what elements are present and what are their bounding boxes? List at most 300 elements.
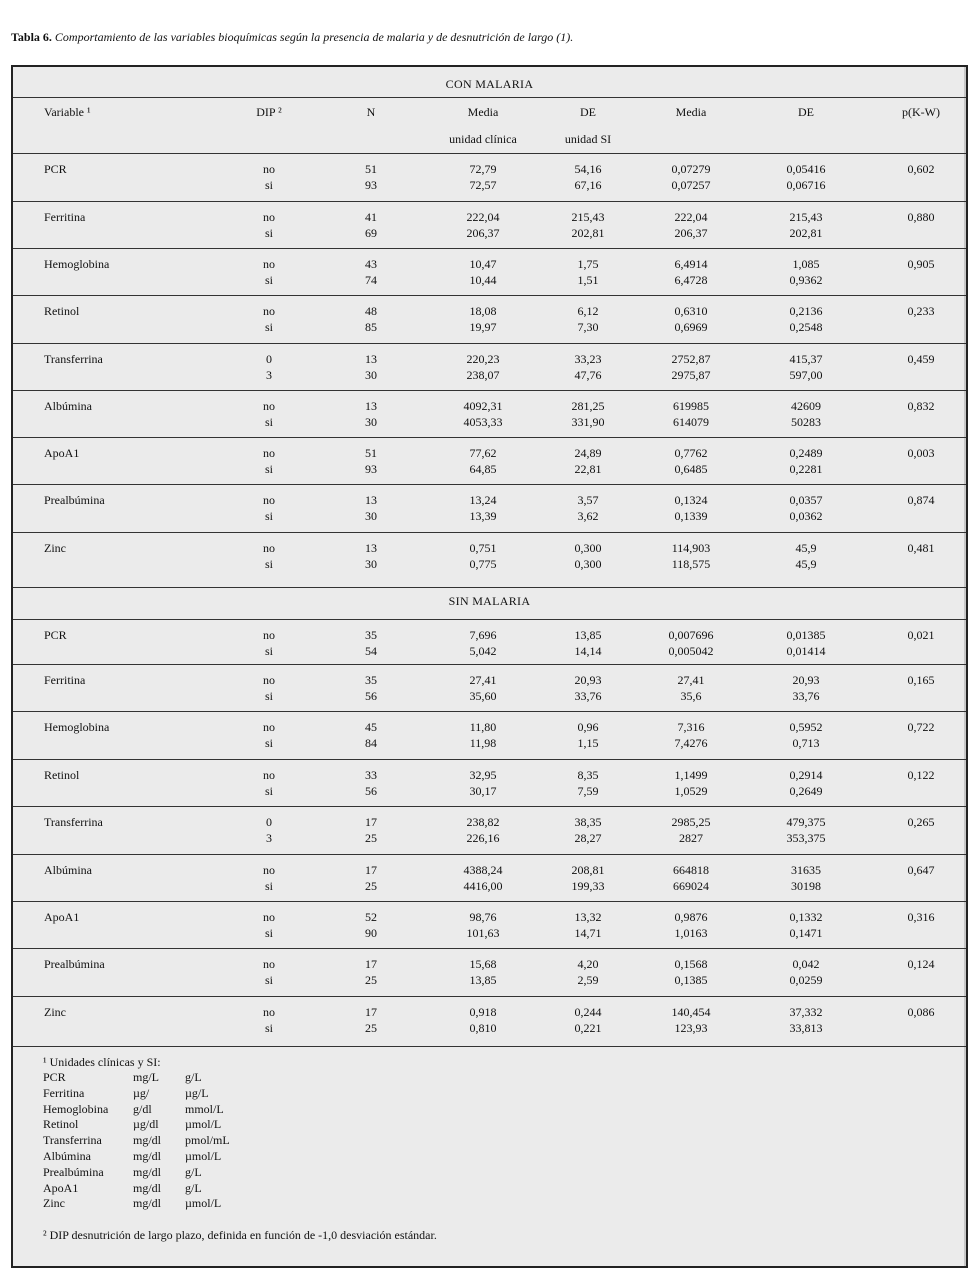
dip-value: si bbox=[264, 644, 274, 658]
media-clinica-value: 13,39 bbox=[469, 509, 497, 523]
variable-name: PCR bbox=[44, 628, 67, 642]
unit-variable: Zinc bbox=[43, 1196, 65, 1211]
n-value: 13 bbox=[365, 399, 377, 413]
unit-clinical: mg/dl bbox=[133, 1180, 162, 1195]
dip-value: no bbox=[263, 162, 275, 176]
header-bottom-line bbox=[13, 153, 966, 154]
media-clinica-value: 35,60 bbox=[469, 689, 497, 703]
dip-footnote: ² DIP desnutrición de largo plazo, definida en función de -1,0 desviación estándar. bbox=[43, 1228, 437, 1243]
row-divider bbox=[13, 343, 966, 344]
header-top-line bbox=[13, 97, 966, 98]
de-clinica-value: 208,81 bbox=[571, 863, 605, 877]
de-clinica-value: 14,14 bbox=[574, 644, 602, 658]
dip-value: no bbox=[263, 673, 275, 687]
media-si-value: 0,07279 bbox=[671, 162, 711, 176]
media-clinica-value: 15,68 bbox=[469, 957, 497, 971]
p-value: 0,122 bbox=[907, 768, 935, 782]
p-value: 0,880 bbox=[907, 210, 935, 224]
n-value: 13 bbox=[365, 493, 377, 507]
media-si-value: 118,575 bbox=[671, 557, 711, 571]
de-si-value: 597,00 bbox=[789, 368, 823, 382]
de-clinica-value: 38,35 bbox=[574, 815, 602, 829]
n-value: 51 bbox=[365, 162, 377, 176]
row-divider bbox=[13, 437, 966, 438]
p-value: 0,647 bbox=[907, 863, 935, 877]
variable-name: Prealbúmina bbox=[44, 493, 105, 507]
n-value: 17 bbox=[365, 957, 377, 971]
n-value: 30 bbox=[365, 368, 377, 382]
unit-clinical: mg/dl bbox=[133, 1164, 162, 1179]
header-unidad-clinica: unidad clínica bbox=[449, 132, 517, 146]
row-divider bbox=[13, 948, 966, 949]
dip-value: no bbox=[263, 493, 275, 507]
p-value: 0,124 bbox=[907, 957, 935, 971]
de-clinica-value: 0,300 bbox=[574, 557, 602, 571]
dip-value: si bbox=[264, 320, 274, 334]
unit-clinical: mg/dl bbox=[133, 1196, 162, 1211]
de-clinica-value: 7,30 bbox=[577, 320, 599, 334]
variable-name: Zinc bbox=[44, 541, 66, 555]
de-si-value: 0,0259 bbox=[789, 973, 823, 987]
row-divider bbox=[13, 759, 966, 760]
de-si-value: 0,1332 bbox=[789, 910, 823, 924]
media-si-value: 35,6 bbox=[680, 689, 702, 703]
row-divider bbox=[13, 996, 966, 997]
dip-value: no bbox=[263, 257, 275, 271]
de-si-value: 33,813 bbox=[789, 1021, 823, 1035]
media-clinica-value: 30,17 bbox=[469, 784, 497, 798]
header-n: N bbox=[366, 105, 376, 119]
row-divider bbox=[13, 901, 966, 902]
media-clinica-value: 10,47 bbox=[469, 257, 497, 271]
de-clinica-value: 13,85 bbox=[574, 628, 602, 642]
p-value: 0,265 bbox=[907, 815, 935, 829]
de-si-value: 0,0362 bbox=[789, 509, 823, 523]
de-clinica-value: 22,81 bbox=[574, 462, 602, 476]
dip-value: si bbox=[264, 1021, 274, 1035]
media-si-value: 664818 bbox=[673, 863, 709, 877]
row-divider bbox=[13, 532, 966, 533]
section-divider bbox=[13, 619, 966, 620]
row-divider bbox=[13, 806, 966, 807]
n-value: 90 bbox=[365, 926, 377, 940]
de-clinica-value: 1,51 bbox=[577, 273, 599, 287]
dip-value: no bbox=[263, 910, 275, 924]
media-clinica-value: 13,85 bbox=[469, 973, 497, 987]
header-media-si: Media bbox=[675, 105, 707, 119]
variable-name: ApoA1 bbox=[44, 446, 80, 460]
row-divider bbox=[13, 248, 966, 249]
row-divider bbox=[13, 484, 966, 485]
media-clinica-value: 64,85 bbox=[469, 462, 497, 476]
de-clinica-value: 0,96 bbox=[577, 720, 599, 734]
de-clinica-value: 202,81 bbox=[571, 226, 605, 240]
de-si-value: 0,713 bbox=[792, 736, 820, 750]
p-value: 0,459 bbox=[907, 352, 935, 366]
de-si-value: 415,37 bbox=[789, 352, 823, 366]
n-value: 54 bbox=[365, 644, 377, 658]
variable-name: Transferrina bbox=[44, 352, 103, 366]
n-value: 13 bbox=[365, 541, 377, 555]
n-value: 30 bbox=[365, 509, 377, 523]
n-value: 74 bbox=[365, 273, 377, 287]
de-clinica-value: 7,59 bbox=[577, 784, 599, 798]
unit-variable: PCR bbox=[43, 1070, 66, 1084]
data-table bbox=[11, 65, 968, 1268]
dip-value: si bbox=[264, 973, 274, 987]
dip-value: si bbox=[264, 178, 274, 192]
de-clinica-value: 3,57 bbox=[577, 493, 599, 507]
p-value: 0,003 bbox=[907, 446, 935, 460]
dip-value: si bbox=[264, 689, 274, 703]
de-si-value: 1,085 bbox=[792, 257, 820, 271]
de-si-value: 0,2489 bbox=[789, 446, 823, 460]
unit-si: g/L bbox=[185, 1180, 202, 1195]
media-clinica-value: 27,41 bbox=[469, 673, 497, 687]
p-value: 0,481 bbox=[907, 541, 935, 555]
media-clinica-value: 4388,24 bbox=[463, 863, 503, 877]
media-si-value: 7,4276 bbox=[674, 736, 708, 750]
media-si-value: 1,0529 bbox=[674, 784, 708, 798]
variable-name: ApoA1 bbox=[44, 910, 80, 924]
unit-si: µmol/L bbox=[185, 1117, 222, 1132]
unit-clinical: µg/dl bbox=[133, 1117, 159, 1132]
dip-value: no bbox=[263, 628, 275, 642]
unit-variable: Ferritina bbox=[43, 1085, 85, 1100]
n-value: 25 bbox=[365, 879, 377, 893]
n-value: 35 bbox=[365, 628, 377, 642]
n-value: 41 bbox=[365, 210, 377, 224]
media-si-value: 140,454 bbox=[671, 1005, 711, 1019]
de-si-value: 0,0357 bbox=[789, 493, 823, 507]
row-divider bbox=[13, 1046, 966, 1047]
n-value: 93 bbox=[365, 462, 377, 476]
p-value: 0,316 bbox=[907, 910, 935, 924]
dip-value: no bbox=[263, 1005, 275, 1019]
header-dip: DIP ² bbox=[256, 105, 282, 119]
de-si-value: 0,06716 bbox=[786, 178, 826, 192]
frame-edge bbox=[964, 67, 966, 1266]
media-si-value: 0,1324 bbox=[674, 493, 708, 507]
media-si-value: 222,04 bbox=[674, 210, 708, 224]
header-unidad-si: unidad SI bbox=[564, 132, 612, 146]
de-clinica-value: 0,300 bbox=[574, 541, 602, 555]
p-value: 0,905 bbox=[907, 257, 935, 271]
de-si-value: 0,05416 bbox=[786, 162, 826, 176]
de-clinica-value: 215,43 bbox=[571, 210, 605, 224]
n-value: 25 bbox=[365, 973, 377, 987]
dip-value: no bbox=[263, 210, 275, 224]
p-value: 0,832 bbox=[907, 399, 935, 413]
de-si-value: 0,2914 bbox=[789, 768, 823, 782]
de-clinica-value: 47,76 bbox=[574, 368, 602, 382]
de-si-value: 45,9 bbox=[795, 557, 817, 571]
de-clinica-value: 281,25 bbox=[571, 399, 605, 413]
media-clinica-value: 226,16 bbox=[466, 831, 500, 845]
n-value: 56 bbox=[365, 784, 377, 798]
n-value: 30 bbox=[365, 415, 377, 429]
media-clinica-value: 13,24 bbox=[469, 493, 497, 507]
media-si-value: 0,9876 bbox=[674, 910, 708, 924]
media-clinica-value: 0,775 bbox=[469, 557, 497, 571]
unit-si: mmol/L bbox=[185, 1101, 224, 1116]
dip-value: 3 bbox=[266, 368, 272, 382]
media-si-value: 114,903 bbox=[671, 541, 711, 555]
de-si-value: 37,332 bbox=[789, 1005, 823, 1019]
de-clinica-value: 2,59 bbox=[577, 973, 599, 987]
unit-clinical: mg/L bbox=[133, 1070, 159, 1084]
n-value: 85 bbox=[365, 320, 377, 334]
n-value: 56 bbox=[365, 689, 377, 703]
de-clinica-value: 1,15 bbox=[577, 736, 599, 750]
unit-clinical: mg/dl bbox=[133, 1149, 162, 1163]
unit-clinical: mg/dl bbox=[133, 1133, 162, 1148]
n-value: 17 bbox=[365, 815, 377, 829]
n-value: 25 bbox=[365, 1021, 377, 1035]
dip-value: no bbox=[263, 957, 275, 971]
header-de-si: DE bbox=[798, 105, 814, 119]
media-si-value: 0,7762 bbox=[674, 446, 708, 460]
variable-name: Albúmina bbox=[44, 399, 92, 413]
media-si-value: 6,4914 bbox=[674, 257, 708, 271]
de-clinica-value: 33,76 bbox=[574, 689, 602, 703]
media-si-value: 206,37 bbox=[674, 226, 708, 240]
dip-value: no bbox=[263, 399, 275, 413]
dip-value: si bbox=[264, 415, 274, 429]
media-clinica-value: 4416,00 bbox=[463, 879, 503, 893]
de-si-value: 42609 bbox=[791, 399, 821, 413]
caption-label: Tabla 6. bbox=[11, 30, 52, 44]
header-variable: Variable ¹ bbox=[44, 105, 91, 119]
de-si-value: 33,76 bbox=[792, 689, 820, 703]
unit-si: g/L bbox=[185, 1070, 202, 1084]
unit-variable: Albúmina bbox=[43, 1149, 91, 1163]
media-clinica-value: 7,696 bbox=[469, 628, 497, 642]
de-si-value: 202,81 bbox=[789, 226, 823, 240]
media-si-value: 619985 bbox=[673, 399, 709, 413]
dip-value: no bbox=[263, 720, 275, 734]
p-value: 0,874 bbox=[907, 493, 935, 507]
n-value: 93 bbox=[365, 178, 377, 192]
unit-si: µmol/L bbox=[185, 1196, 222, 1211]
media-clinica-value: 72,79 bbox=[469, 162, 497, 176]
dip-value: 3 bbox=[266, 831, 272, 845]
variable-name: PCR bbox=[44, 162, 67, 176]
dip-value: no bbox=[263, 446, 275, 460]
media-clinica-value: 10,44 bbox=[469, 273, 497, 287]
de-si-value: 50283 bbox=[791, 415, 821, 429]
row-divider bbox=[13, 390, 966, 391]
media-clinica-value: 222,04 bbox=[466, 210, 500, 224]
media-si-value: 0,005042 bbox=[668, 644, 714, 658]
media-si-value: 27,41 bbox=[677, 673, 705, 687]
n-value: 25 bbox=[365, 831, 377, 845]
n-value: 33 bbox=[365, 768, 377, 782]
p-value: 0,021 bbox=[907, 628, 935, 642]
n-value: 17 bbox=[365, 863, 377, 877]
dip-value: si bbox=[264, 736, 274, 750]
de-clinica-value: 4,20 bbox=[577, 957, 599, 971]
header-de-clinica: DE bbox=[580, 105, 596, 119]
media-si-value: 123,93 bbox=[674, 1021, 708, 1035]
n-value: 13 bbox=[365, 352, 377, 366]
dip-value: no bbox=[263, 768, 275, 782]
p-value: 0,602 bbox=[907, 162, 935, 176]
de-si-value: 353,375 bbox=[786, 831, 826, 845]
media-si-value: 669024 bbox=[673, 879, 709, 893]
dip-value: si bbox=[264, 273, 274, 287]
de-clinica-value: 67,16 bbox=[574, 178, 602, 192]
media-clinica-value: 77,62 bbox=[469, 446, 497, 460]
n-value: 51 bbox=[365, 446, 377, 460]
de-clinica-value: 0,221 bbox=[574, 1021, 602, 1035]
variable-name: Hemoglobina bbox=[44, 720, 110, 734]
header-media-clinica: Media bbox=[467, 105, 499, 119]
row-divider bbox=[13, 295, 966, 296]
dip-value: no bbox=[263, 863, 275, 877]
media-si-value: 7,316 bbox=[677, 720, 705, 734]
media-si-value: 0,6310 bbox=[674, 304, 708, 318]
row-divider bbox=[13, 854, 966, 855]
media-si-value: 2827 bbox=[679, 831, 703, 845]
n-value: 43 bbox=[365, 257, 377, 271]
unit-variable: Prealbúmina bbox=[43, 1164, 104, 1179]
de-clinica-value: 1,75 bbox=[577, 257, 599, 271]
unit-si: pmol/mL bbox=[185, 1133, 230, 1148]
de-clinica-value: 331,90 bbox=[571, 415, 605, 429]
de-clinica-value: 3,62 bbox=[577, 509, 599, 523]
de-si-value: 0,2548 bbox=[789, 320, 823, 334]
media-si-value: 2985,25 bbox=[671, 815, 711, 829]
de-si-value: 0,2281 bbox=[789, 462, 823, 476]
de-clinica-value: 20,93 bbox=[574, 673, 602, 687]
media-si-value: 0,07257 bbox=[671, 178, 711, 192]
p-value: 0,165 bbox=[907, 673, 935, 687]
variable-name: Transferrina bbox=[44, 815, 103, 829]
media-si-value: 0,6485 bbox=[674, 462, 708, 476]
dip-value: si bbox=[264, 557, 274, 571]
dip-value: si bbox=[264, 226, 274, 240]
media-clinica-value: 238,07 bbox=[466, 368, 500, 382]
de-si-value: 479,375 bbox=[786, 815, 826, 829]
n-value: 69 bbox=[365, 226, 377, 240]
variable-name: Retinol bbox=[44, 768, 80, 782]
de-si-value: 0,01385 bbox=[786, 628, 826, 642]
de-si-value: 0,2649 bbox=[789, 784, 823, 798]
n-value: 48 bbox=[365, 304, 377, 318]
de-clinica-value: 13,32 bbox=[574, 910, 602, 924]
media-clinica-value: 11,98 bbox=[469, 736, 497, 750]
row-divider bbox=[13, 664, 966, 665]
dip-value: si bbox=[264, 784, 274, 798]
unit-si: g/L bbox=[185, 1164, 202, 1179]
variable-name: Zinc bbox=[44, 1005, 66, 1019]
dip-value: si bbox=[264, 926, 274, 940]
n-value: 30 bbox=[365, 557, 377, 571]
n-value: 52 bbox=[365, 910, 377, 924]
de-si-value: 0,9362 bbox=[789, 273, 823, 287]
variable-name: Retinol bbox=[44, 304, 80, 318]
media-clinica-value: 238,82 bbox=[466, 815, 500, 829]
de-clinica-value: 199,33 bbox=[571, 879, 605, 893]
media-si-value: 1,1499 bbox=[674, 768, 708, 782]
de-clinica-value: 33,23 bbox=[574, 352, 602, 366]
de-si-value: 215,43 bbox=[789, 210, 823, 224]
dip-value: si bbox=[264, 879, 274, 893]
de-si-value: 0,1471 bbox=[789, 926, 823, 940]
unit-clinical: µg/ bbox=[133, 1085, 150, 1100]
media-si-value: 0,1385 bbox=[674, 973, 708, 987]
de-si-value: 0,5952 bbox=[789, 720, 823, 734]
dip-value: 0 bbox=[266, 352, 272, 366]
media-clinica-value: 0,918 bbox=[469, 1005, 497, 1019]
dip-value: no bbox=[263, 541, 275, 555]
caption-text: Comportamiento de las variables bioquímicas según la presencia de malaria y de desnutrición de largo (1). bbox=[54, 30, 574, 44]
unit-variable: Transferrina bbox=[43, 1133, 102, 1148]
de-clinica-value: 28,27 bbox=[574, 831, 602, 845]
media-si-value: 0,6969 bbox=[674, 320, 708, 334]
media-clinica-value: 98,76 bbox=[469, 910, 497, 924]
de-si-value: 0,042 bbox=[792, 957, 820, 971]
media-clinica-value: 101,63 bbox=[466, 926, 500, 940]
p-value: 0,233 bbox=[907, 304, 935, 318]
de-si-value: 0,01414 bbox=[786, 644, 826, 658]
row-divider bbox=[13, 711, 966, 712]
media-si-value: 1,0163 bbox=[674, 926, 708, 940]
media-si-value: 2752,87 bbox=[671, 352, 711, 366]
dip-value: no bbox=[263, 304, 275, 318]
media-clinica-value: 18,08 bbox=[469, 304, 497, 318]
unit-si: µg/L bbox=[185, 1085, 209, 1100]
media-clinica-value: 5,042 bbox=[469, 644, 497, 658]
row-divider bbox=[13, 587, 966, 588]
de-si-value: 31635 bbox=[791, 863, 821, 877]
dip-value: 0 bbox=[266, 815, 272, 829]
p-value: 0,086 bbox=[907, 1005, 935, 1019]
media-clinica-value: 32,95 bbox=[469, 768, 497, 782]
media-clinica-value: 220,23 bbox=[466, 352, 500, 366]
units-footnote-title: ¹ Unidades clínicas y SI: bbox=[43, 1055, 161, 1069]
de-si-value: 0,2136 bbox=[789, 304, 823, 318]
unit-variable: ApoA1 bbox=[43, 1180, 79, 1195]
media-si-value: 614079 bbox=[673, 415, 709, 429]
de-clinica-value: 0,244 bbox=[574, 1005, 602, 1019]
section-title-sin-malaria: SIN MALARIA bbox=[448, 594, 531, 608]
unit-variable: Hemoglobina bbox=[43, 1101, 109, 1116]
de-si-value: 30198 bbox=[791, 879, 821, 893]
de-si-value: 20,93 bbox=[792, 673, 820, 687]
de-clinica-value: 24,89 bbox=[574, 446, 602, 460]
unit-si: µmol/L bbox=[185, 1149, 222, 1163]
media-si-value: 2975,87 bbox=[671, 368, 711, 382]
media-clinica-value: 19,97 bbox=[469, 320, 497, 334]
row-divider bbox=[13, 201, 966, 202]
variable-name: Albúmina bbox=[44, 863, 92, 877]
de-clinica-value: 6,12 bbox=[577, 304, 599, 318]
n-value: 45 bbox=[365, 720, 377, 734]
media-clinica-value: 72,57 bbox=[469, 178, 497, 192]
de-clinica-value: 8,35 bbox=[577, 768, 599, 782]
media-clinica-value: 4092,31 bbox=[463, 399, 503, 413]
variable-name: Hemoglobina bbox=[44, 257, 110, 271]
media-si-value: 0,1339 bbox=[674, 509, 708, 523]
variable-name: Ferritina bbox=[44, 673, 86, 687]
header-p-kw: p(K-W) bbox=[902, 105, 940, 119]
dip-value: si bbox=[264, 462, 274, 476]
variable-name: Ferritina bbox=[44, 210, 86, 224]
n-value: 35 bbox=[365, 673, 377, 687]
media-clinica-value: 0,751 bbox=[469, 541, 497, 555]
